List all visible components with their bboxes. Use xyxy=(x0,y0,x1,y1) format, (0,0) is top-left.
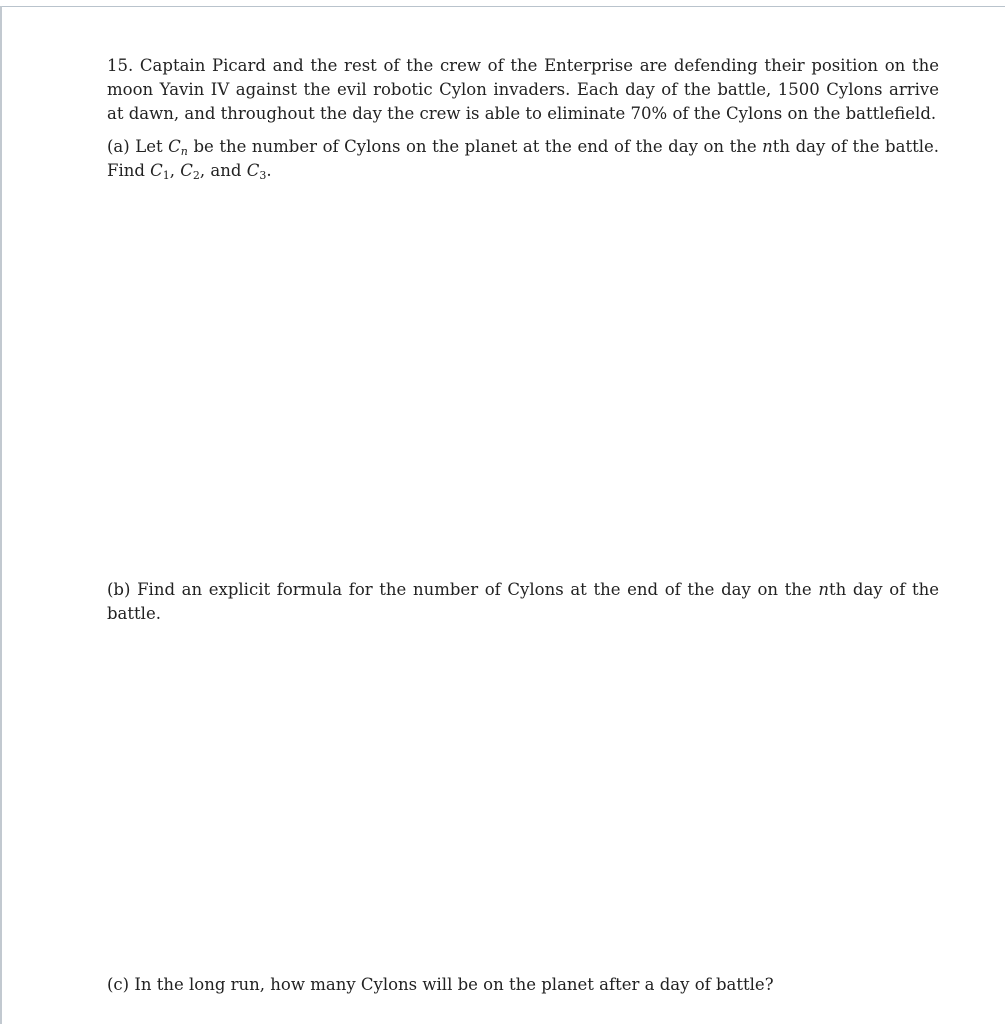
part-b-lead: (b) Find an explicit formula for the number of Cylons at the end of the day on the xyxy=(107,580,819,599)
part-b-question xyxy=(107,578,939,626)
separator-1: , xyxy=(169,161,181,180)
top-border xyxy=(0,6,1005,7)
part-b-tail: th day of the battle. xyxy=(107,580,939,623)
part-a-end: . xyxy=(266,161,272,180)
problem-15-statement: 15. Captain Picard and the rest of the crew of the Enterprise are defending their position on the moon Yavin IV against the evil robotic Cylon invaders. Each day of the battle, 1500 Cylons arrive at dawn, and throughout the day the crew is able to eliminate 70% of the Cylons on the battlefield. xyxy=(107,56,939,123)
part-a-mid: be the number of Cylons on the planet at the end of the day on the xyxy=(187,137,763,156)
subscript-3: 3 xyxy=(259,169,267,182)
var-c1: C xyxy=(150,161,163,180)
part-c-question: (c) In the long run, how many Cylons will be on the planet after a day of battle? xyxy=(107,975,774,994)
part-a-question xyxy=(107,135,939,183)
var-n: n xyxy=(818,580,829,599)
part-a-lead: (a) Let xyxy=(107,137,169,156)
subscript-1: 1 xyxy=(162,169,170,182)
var-c2: C xyxy=(180,161,193,180)
part-a-tail: th day of the battle. Find xyxy=(107,137,939,180)
separator-2: , and xyxy=(199,161,247,180)
left-border xyxy=(0,6,2,1024)
var-c: C xyxy=(168,137,181,156)
var-c3: C xyxy=(246,161,260,180)
subscript-2: 2 xyxy=(192,169,200,182)
var-n: n xyxy=(762,137,773,156)
subscript-n: n xyxy=(180,145,188,158)
